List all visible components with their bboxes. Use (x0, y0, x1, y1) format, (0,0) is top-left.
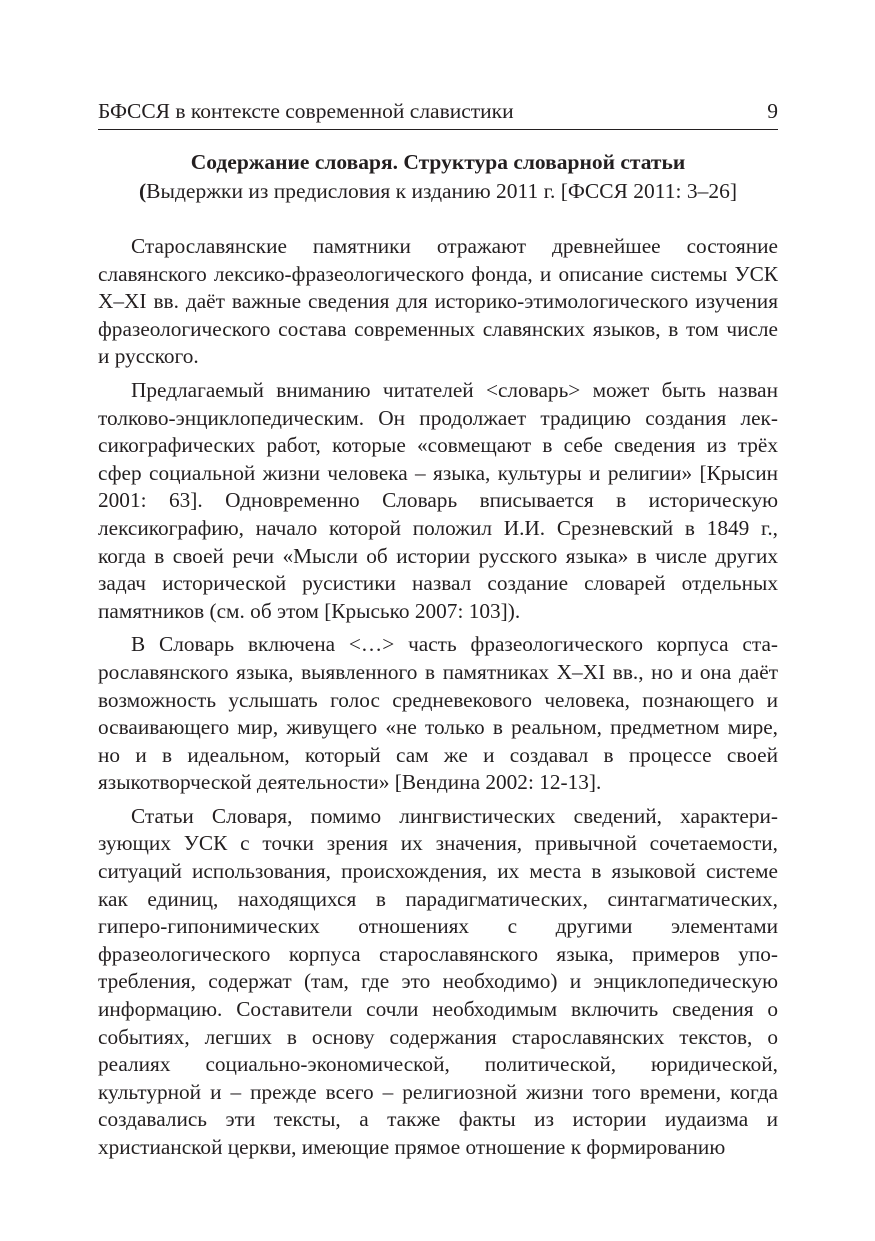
section-subtitle (98, 176, 778, 206)
section-heading (98, 148, 778, 206)
body-text (98, 233, 778, 1162)
page-number: 9 (767, 99, 778, 123)
subtitle-text: Выдержки из предисловия к изданию 2011 г. [ФССЯ 2011: 3–26] (146, 179, 737, 203)
paragraph-3: В Словарь включена <…> часть фразеологического корпуса старославянского языка, выявленного в памятниках X–XI вв., но и она даёт возможность услышать голос средневекового человека, познающего и осваивающего мир, живущего «не только в реальном, предметном мире, но и в идеальном, который сам же и создавал в процессе своей языкотворческой деятельности» [Вендина 2002: 12-13]. (98, 632, 778, 795)
subtitle-open-paren: ( (139, 179, 147, 203)
paragraph-2: Предлагаемый вниманию читателей <словарь> может быть назван толково-энциклопедическим. Он продолжает традицию создания лексикографических работ, которые «совмещают в себе сведения из трёх сфер социальной жизни человека – языка, культуры и религии» [Крысин 2001: 63]. Одновременно Словарь вписывается в историческую лексикографию, начало которой положил И.И. Срезневский в 1849 г., когда в своей речи «Мысли об истории русского языка» в числе других задач исторической русистики назвал создание словарей отдельных памятников (см. об этом [Крысько 2007: 103]). (98, 377, 778, 623)
section-title: Содержание словаря. Структура словарной статьи (190, 150, 686, 174)
paragraph-1: Старославянские памятники отражают древнейшее состояние славянского лексико-фразеологического фонда, и описание системы УСК X–XI вв. даёт важные сведения для историко-этимологического изучения фразеологического состава современных славянских языков, в том числе и русского. (98, 234, 778, 369)
book-page (98, 96, 778, 1168)
running-head (98, 96, 778, 130)
running-head-title: БФССЯ в контексте современной славистики (98, 99, 514, 123)
paragraph-4: Статьи Словаря, помимо лингвистических сведений, характеризующих УСК с точки зрения их значения, привычной сочетаемости, ситуаций использования, происхождения, их места в языковой системе как единиц, находящихся в парадигматических, синтагматических, гиперо-гипонимических отношениях с другими элементами фразеологического корпуса старославянского языка, примеров употребления, содержат (там, где это необходимо) и энциклопедическую информацию. Составители сочли необходимым включить сведения о событиях, легших в основу содержания старославянских текстов, о реалиях социально-экономической, политической, юридической, культурной и – прежде всего – религиозной жизни того времени, когда создавались эти тексты, а также факты из истории иудаизма и христианской церкви, имеющие прямое отношение к формированию (98, 803, 778, 1159)
